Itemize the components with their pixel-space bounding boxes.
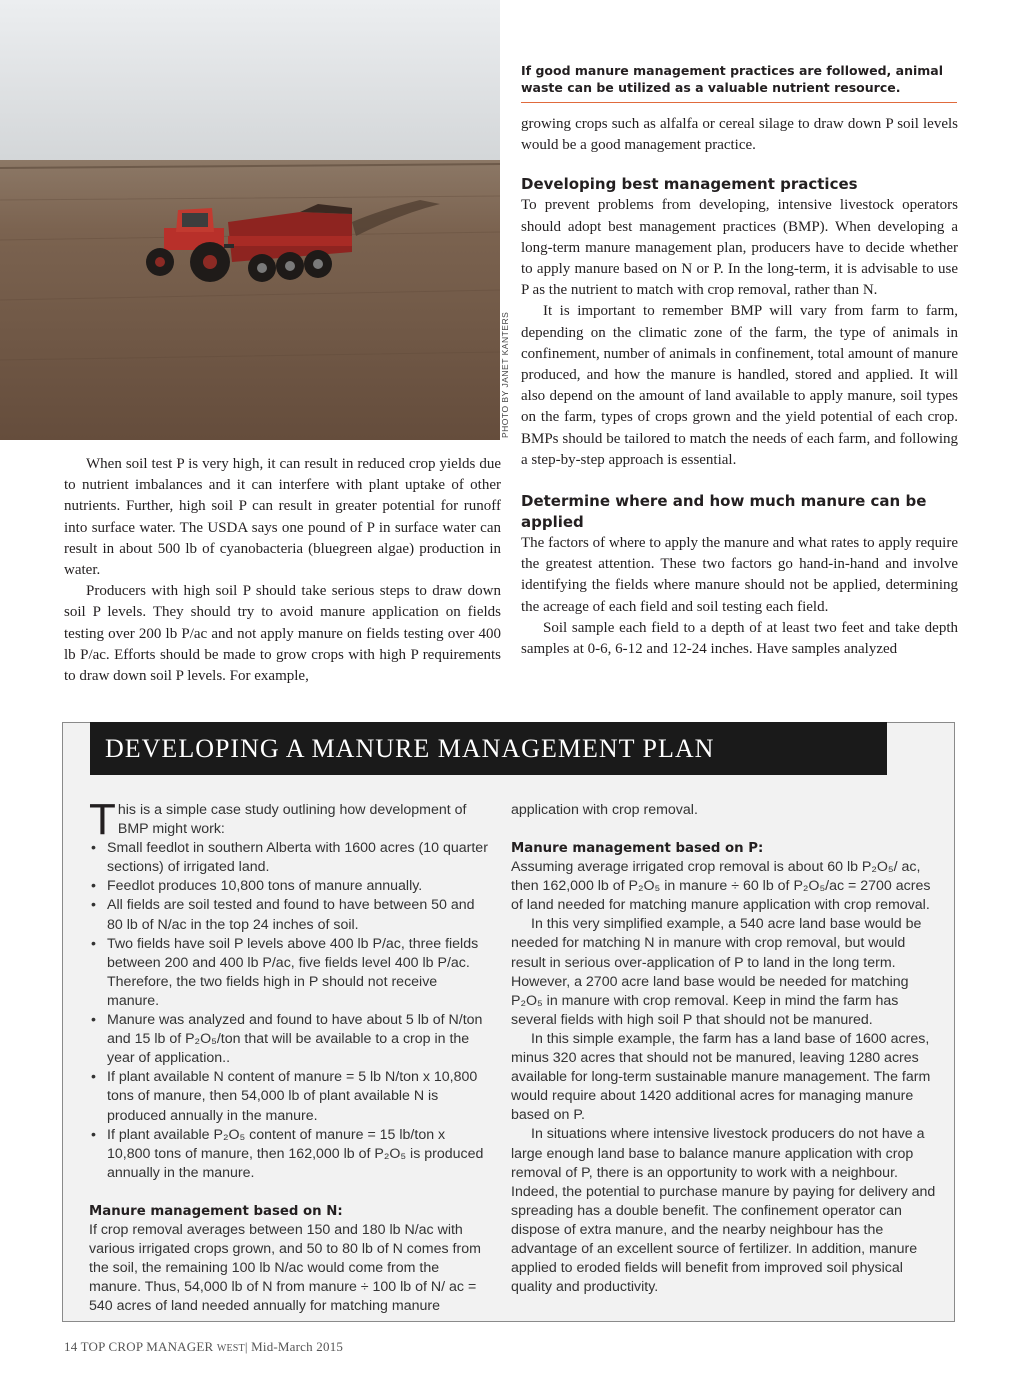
list-item: • Manure was analyzed and found to have about 5 lb of N/ton and 15 lb of P₂O₅/ton that will be available to a crop in the year of application.. [89,1011,491,1068]
sidebar-right-column [511,801,941,1297]
subheading-p: Manure management based on P: [511,841,764,857]
list-item: • Two fields have soil P levels above 400 lb P/ac, three fields between 200 and 400 lb P/ac, five fields level 400 lb P/ac. Therefore, the two fields high in P should not receive manure. [89,935,491,1011]
list-item: • Small feedlot in southern Alberta with 1600 acres (10 quarter sections) of irrigated land. [89,839,491,877]
page-footer [64,1339,343,1355]
photo-credit: PHOTO BY JANET KANTERS [500,311,510,438]
issue-date: Mid-March 2015 [251,1339,344,1354]
sidebar-title: DEVELOPING A MANURE MANAGEMENT PLAN [90,722,887,775]
sidebar-paragraph: If crop removal averages between 150 and 180 lb N/ac with various irrigated crops grown, and 50 to 80 lb of N comes from the soil, the remaining 100 lb N/ac would come from the manure. Thus, 54,000 lb of N from manure ÷ 100 lb of N/ ac = 540 acres of land needed annually for matching manure [89,1221,481,1315]
tractor-manure-spreader-photo [0,0,500,440]
sidebar-paragraph: In this simple example, the farm has a land base of 1600 acres, minus 320 acres that should not be manured, leaving 1280 acres available for long-term sustainable manure management. The farm would require about 1420 additional acres for managing manure based on P. [511,1030,931,1124]
sidebar-paragraph: application with crop removal. [511,802,698,818]
section-heading: Developing best management practices [521,175,858,194]
sidebar-box [62,722,955,1322]
drop-cap: T [89,795,116,844]
body-paragraph: When soil test P is very high, it can result in reduced crop yields due to nutrient imbalances and it can interfere with plant uptake of other nutrients. Further, high soil P can result in greater potential for runoff into surface water. The USDA says one pound of P in surface water can result in about 500 lb of cyanobacteria (bluegreen algae) production in water. [64,456,501,579]
list-item: • If plant available N content of manure = 5 lb N/ton x 10,800 tons of manure, then 54,000 lb of plant available N is produced annually in the manure. [89,1068,491,1125]
sidebar-paragraph: In situations where intensive livestock producers do not have a large enough land base to balance manure application with crop removal of P, there is an opportunity to work with a neighbour. Indeed, the potential to purchase manure by paying for delivery and spreading has a double benefit. The confinement operator can dispose of extra manure, and the nearby neighbour has the advantage of an excellent source of fertilizer. In addition, manure applied to eroded fields will benefit from improved soil physical quality and productivity. [511,1126,936,1296]
footer-separator: | [244,1339,248,1354]
right-column [521,114,958,660]
body-paragraph: To prevent problems from developing, intensive livestock operators should adopt best management practices (BMP). When developing a long-term manure management plan, producers have to decide whether to apply manure based on N or P. In the long-term, it is advisable to use P as the nutrient to match with crop removal, rather than N. [521,197,958,299]
subheading-n: Manure management based on N: [89,1203,343,1219]
sidebar-paragraph: Assuming average irrigated crop removal is about 60 lb P₂O₅/ ac, then 162,000 lb of P₂O₅ in manure ÷ 60 lb of P₂O₅/ac = 2700 acres of land needed for matching manure application with crop removal. [511,859,931,914]
body-paragraph: Soil sample each field to a depth of at least two feet and take depth samples at 0-6, 6-12 and 12-24 inches. Have samples analyzed [521,619,958,658]
case-study-list [89,839,491,1183]
magazine-title: TOP CROP MANAGER [80,1339,214,1354]
sidebar-intro [89,795,491,844]
body-paragraph: It is important to remember BMP will vary from farm to farm, depending on the climatic zone of the farm, the type of animals in confinement, number of animals in confinement, total amount of manure produced, and how the manure is handled, stored and applied. It will also depend on the amount of land available to apply manure, soil types on the farm, types of crops grown and the yield potential of each crop. BMPs should be tailored to match the needs of each farm, and following a step-by-step approach is essential. [521,303,958,468]
list-item: • If plant available P₂O₅ content of manure = 15 lb/ton x 10,800 tons of manure, then 162,000 lb of P₂O₅ is produced annually in the manure. [89,1126,491,1183]
list-item: • Feedlot produces 10,800 tons of manure annually. [89,877,491,896]
sidebar-paragraph: In this very simplified example, a 540 acre land base would be needed for matching N in manure with crop removal, but would result in serious over-application of P to land in the long term. However, a 2700 acre land base would be needed for matching P₂O₅ in manure with crop removal. Keep in mind the farm has several fields with high soil P that should not be manured. [511,916,922,1028]
pull-quote: If good manure management practices are followed, animal waste can be utilized as a valuable nutrient resource. [521,62,957,103]
sidebar-intro-text: his is a simple case study outlining how development of BMP might work: [117,802,467,838]
body-paragraph: growing crops such as alfalfa or cereal silage to draw down P soil levels would be a good management practice. [521,116,958,154]
section-heading: Determine where and how much manure can be applied [521,492,927,532]
left-column [64,454,501,687]
list-item: • All fields are soil tested and found to have between 50 and 80 lb of N/ac in the top 24 inches of soil. [89,896,491,934]
field-scene-illustration [0,0,500,440]
body-paragraph: The factors of where to apply the manure and what rates to apply require the greatest attention. These two factors go hand-in-hand and involve identifying the fields where manure should not be applied, determining the acreage of each field and soil testing each field. [521,535,958,615]
body-paragraph: Producers with high soil P should take serious steps to draw down soil P levels. They should try to avoid manure application on fields testing over 200 lb P/ac and not apply manure on fields testing over 400 lb P/ac. Efforts should be made to grow crops with high P requirements to draw down soil P levels. For example, [64,583,501,685]
page-number: 14 [64,1339,78,1354]
magazine-edition: WEST [216,1343,245,1354]
sidebar-left-column [89,795,491,1316]
